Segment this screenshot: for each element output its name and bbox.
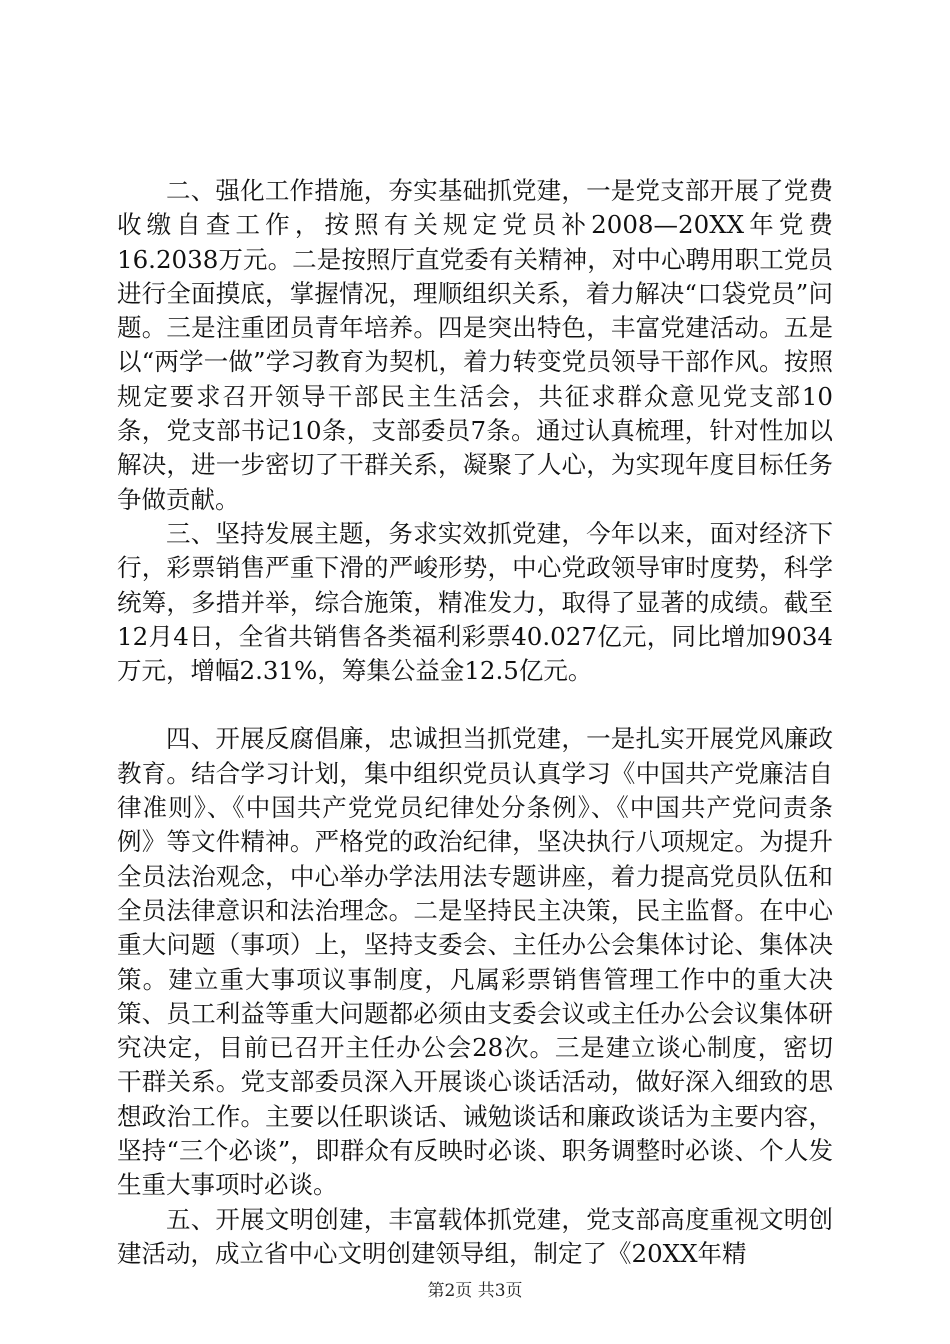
paragraph-section-4: 四、开展反腐倡廉，忠诚担当抓党建，一是扎实开展党风廉政教育。结合学习计划，集中组织党员认真学习《中国共产党廉洁自律准则》、《中国共产党党员纪律处分条例》、《中国共产党问责条例》等文件精神。严格党的政治纪律，坚决执行八项规定。为提升全员法治观念，中心举办学法用法专题讲座，着力提高党员队伍和全员法律意识和法治理念。二是坚持民主决策，民主监督。在中心重大问题（事项）上，坚持支委会、主任办公会集体讨论、集体决策。建立重大事项议事制度，凡属彩票销售管理工作中的重大决策、员工利益等重大问题都必须由支委会议或主任办公会议集体研究决定，目前已召开主任办公会28次。三是建立谈心制度，密切干群关系。党支部委员深入开展谈心谈话活动，做好深入细致的思想政治工作。主要以任职谈话、诫勉谈话和廉政谈话为主要内容，坚持“三个必谈”，即群众有反映时必谈、职务调整时必谈、个人发生重大事项时必谈。 [117, 724, 833, 1200]
paragraph-section-2: 二、强化工作措施，夯实基础抓党建，一是党支部开展了党费收缴自查工作，按照有关规定党员补2008—20XX年党费16.2038万元。二是按照厅直党委有关精神，对中心聘用职工党员进行全面摸底，掌握情况，理顺组织关系，着力解决“口袋党员”问题。三是注重团员青年培养。四是突出特色，丰富党建活动。五是以“两学一做”学习教育为契机，着力转变党员领导干部作风。按照规定要求召开领导干部民主生活会，共征求群众意见党支部10条，党支部书记10条，支部委员7条。通过认真梳理，针对性加以解决，进一步密切了干群关系，凝聚了人心，为实现年度目标任务争做贡献。 [117, 176, 833, 514]
page-number-footer: 第2页 共3页 [427, 1281, 523, 1301]
paragraph-section-5: 五、开展文明创建，丰富载体抓党建，党支部高度重视文明创建活动，成立省中心文明创建领导组，制定了《20XX年精 [117, 1204, 833, 1268]
paragraph-section-3: 三、坚持发展主题，务求实效抓党建，今年以来，面对经济下行，彩票销售严重下滑的严峻形势，中心党政领导审时度势，科学统筹，多措并举，综合施策，精准发力，取得了显著的成绩。截至12月4日，全省共销售各类福利彩票40.027亿元，同比增加9034万元，增幅2.31%，筹集公益金12.5亿元。 [117, 518, 833, 686]
document-body [117, 174, 833, 1271]
paragraph-gap [117, 688, 833, 722]
